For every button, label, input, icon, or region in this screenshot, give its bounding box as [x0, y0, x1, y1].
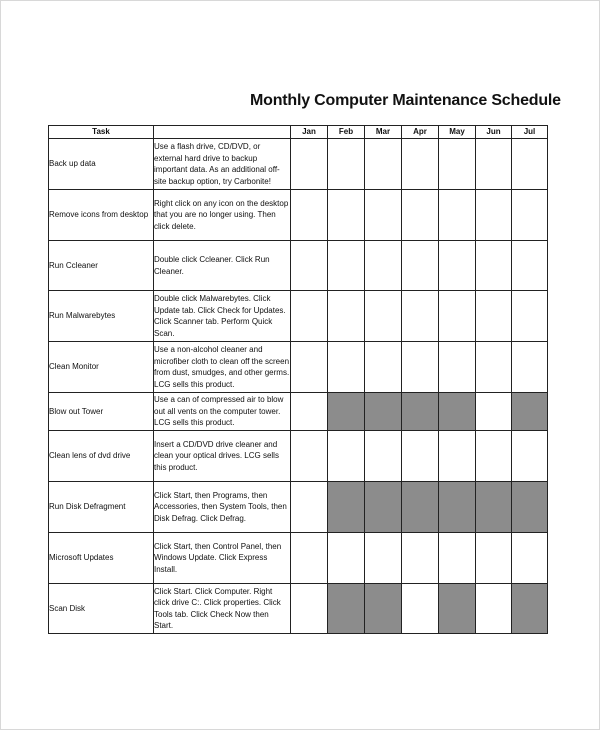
month-cell-mar — [365, 139, 402, 190]
table-row — [49, 342, 548, 393]
description-cell: Insert a CD/DVD drive cleaner and clean your optical drives. LCG sells this product. — [154, 431, 291, 482]
month-cell-jul-shaded — [512, 584, 548, 634]
month-cell-jul — [512, 291, 548, 342]
table-row — [49, 241, 548, 291]
description-cell: Double click Ccleaner. Click Run Cleaner. — [154, 241, 291, 291]
month-cell-apr — [402, 533, 439, 584]
table-body — [49, 139, 548, 634]
month-cell-apr — [402, 431, 439, 482]
task-cell: Scan Disk — [49, 584, 154, 634]
month-cell-jan — [291, 139, 328, 190]
month-cell-mar-shaded — [365, 482, 402, 533]
month-cell-apr-shaded — [402, 482, 439, 533]
description-cell: Double click Malwarebytes. Click Update tab. Click Check for Updates. Click Scanner tab. Perform Quick Scan. — [154, 291, 291, 342]
month-cell-jun-shaded — [476, 482, 512, 533]
header-month-may: May — [439, 126, 476, 139]
description-cell: Click Start. Click Computer. Right click drive C:. Click properties. Click Tools tab. Click Check Now then Start. — [154, 584, 291, 634]
description-cell: Click Start, then Programs, then Accessories, then System Tools, then Disk Defrag. Click Defrag. — [154, 482, 291, 533]
month-cell-may — [439, 431, 476, 482]
month-cell-jun — [476, 342, 512, 393]
month-cell-apr-shaded — [402, 393, 439, 431]
task-cell: Blow out Tower — [49, 393, 154, 431]
month-cell-apr — [402, 291, 439, 342]
month-cell-jun — [476, 139, 512, 190]
month-cell-jul-shaded — [512, 482, 548, 533]
task-cell: Back up data — [49, 139, 154, 190]
description-cell: Use a non-alcohol cleaner and microfiber cloth to clean off the screen from dust, smudges, and other germs. LCG sells this product. — [154, 342, 291, 393]
month-cell-mar — [365, 241, 402, 291]
month-cell-may — [439, 533, 476, 584]
month-cell-feb — [328, 139, 365, 190]
month-cell-mar — [365, 190, 402, 241]
month-cell-may — [439, 342, 476, 393]
month-cell-jul — [512, 241, 548, 291]
description-cell: Use a flash drive, CD/DVD, or external hard drive to backup important data. As an additional off-site backup option, try Carbonite! — [154, 139, 291, 190]
month-cell-jan — [291, 190, 328, 241]
month-cell-jun — [476, 393, 512, 431]
month-cell-mar-shaded — [365, 393, 402, 431]
table-row — [49, 533, 548, 584]
header-month-feb: Feb — [328, 126, 365, 139]
month-cell-feb — [328, 291, 365, 342]
month-cell-jul — [512, 342, 548, 393]
month-cell-feb — [328, 431, 365, 482]
month-cell-may-shaded — [439, 584, 476, 634]
month-cell-may — [439, 139, 476, 190]
month-cell-jan — [291, 393, 328, 431]
table-row — [49, 393, 548, 431]
month-cell-jan — [291, 482, 328, 533]
month-cell-jan — [291, 584, 328, 634]
task-cell: Clean Monitor — [49, 342, 154, 393]
month-cell-jun — [476, 241, 512, 291]
header-description — [154, 126, 291, 139]
header-task: Task — [49, 126, 154, 139]
month-cell-may — [439, 190, 476, 241]
month-cell-feb-shaded — [328, 482, 365, 533]
header-month-jul: Jul — [512, 126, 548, 139]
month-cell-may — [439, 241, 476, 291]
header-month-apr: Apr — [402, 126, 439, 139]
month-cell-jan — [291, 291, 328, 342]
month-cell-apr — [402, 190, 439, 241]
month-cell-jul — [512, 431, 548, 482]
table-row — [49, 482, 548, 533]
header-month-jan: Jan — [291, 126, 328, 139]
month-cell-mar — [365, 533, 402, 584]
month-cell-apr — [402, 342, 439, 393]
month-cell-jul-shaded — [512, 393, 548, 431]
month-cell-apr — [402, 584, 439, 634]
task-cell: Remove icons from desktop — [49, 190, 154, 241]
month-cell-apr — [402, 241, 439, 291]
month-cell-mar — [365, 342, 402, 393]
month-cell-may-shaded — [439, 482, 476, 533]
table-row — [49, 291, 548, 342]
description-cell: Right click on any icon on the desktop that you are no longer using. Then click delete. — [154, 190, 291, 241]
month-cell-may-shaded — [439, 393, 476, 431]
month-cell-feb — [328, 241, 365, 291]
task-cell: Run Disk Defragment — [49, 482, 154, 533]
month-cell-jan — [291, 533, 328, 584]
month-cell-jun — [476, 533, 512, 584]
month-cell-jan — [291, 241, 328, 291]
task-cell: Run Ccleaner — [49, 241, 154, 291]
table-header-row — [49, 126, 548, 139]
month-cell-jun — [476, 190, 512, 241]
task-cell: Microsoft Updates — [49, 533, 154, 584]
month-cell-apr — [402, 139, 439, 190]
month-cell-feb — [328, 533, 365, 584]
description-cell: Click Start, then Control Panel, then Windows Update. Click Express Install. — [154, 533, 291, 584]
month-cell-jul — [512, 190, 548, 241]
table-row — [49, 139, 548, 190]
month-cell-mar — [365, 291, 402, 342]
month-cell-jul — [512, 139, 548, 190]
month-cell-jun — [476, 431, 512, 482]
header-month-mar: Mar — [365, 126, 402, 139]
month-cell-mar-shaded — [365, 584, 402, 634]
month-cell-feb — [328, 190, 365, 241]
page-title: Monthly Computer Maintenance Schedule — [250, 92, 561, 109]
header-month-jun: Jun — [476, 126, 512, 139]
month-cell-feb-shaded — [328, 584, 365, 634]
maintenance-schedule-table — [48, 125, 548, 634]
task-cell: Clean lens of dvd drive — [49, 431, 154, 482]
month-cell-may — [439, 291, 476, 342]
month-cell-jun — [476, 291, 512, 342]
table-row — [49, 431, 548, 482]
month-cell-feb-shaded — [328, 393, 365, 431]
table-row — [49, 190, 548, 241]
month-cell-jan — [291, 342, 328, 393]
month-cell-mar — [365, 431, 402, 482]
month-cell-jun — [476, 584, 512, 634]
month-cell-jul — [512, 533, 548, 584]
task-cell: Run Malwarebytes — [49, 291, 154, 342]
table-row — [49, 584, 548, 634]
month-cell-feb — [328, 342, 365, 393]
description-cell: Use a can of compressed air to blow out all vents on the computer tower. LCG sells this product. — [154, 393, 291, 431]
month-cell-jan — [291, 431, 328, 482]
